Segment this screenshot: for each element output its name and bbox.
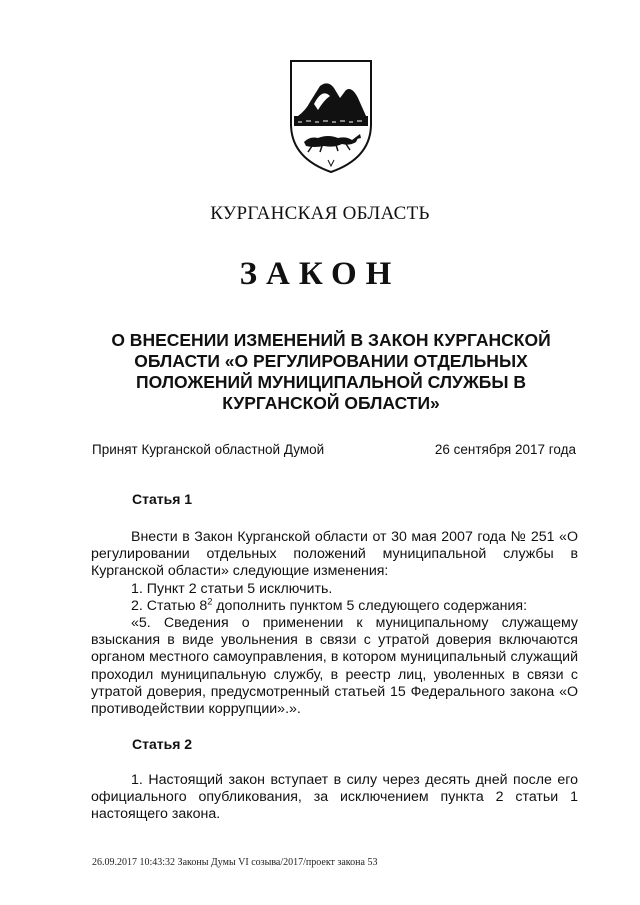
law-title-line: ОБЛАСТИ «О РЕГУЛИРОВАНИИ ОТДЕЛЬНЫХ bbox=[134, 351, 528, 371]
article-1-intro: Внести в Закон Курганской области от 30 мая 2007 года № 251 «О регулировании отдельных положений муниципальной службы в Курганской области» следующие изменения: bbox=[91, 529, 578, 580]
article-2-body bbox=[91, 772, 578, 824]
article-1-body bbox=[91, 529, 578, 718]
article-2-item-1: 1. Настоящий закон вступает в силу через десять дней после его официального опубликования, за исключением пункта 2 статьи 1 настоящего закона. bbox=[91, 772, 578, 823]
law-title bbox=[100, 330, 562, 414]
adoption-date: 26 сентября 2017 года bbox=[434, 442, 576, 457]
article-1-heading: Статья 1 bbox=[132, 491, 193, 507]
footer-stamp: 26.09.2017 10:43:32 Законы Думы VI созыва/2017/проект закона 53 bbox=[92, 857, 378, 868]
item-2-text: 2. Статью 8 bbox=[131, 597, 208, 614]
article-1-quote: «5. Сведения о применении к муниципальному служащему взыскания в виде увольнения в связи с утратой доверия включаются органом местного самоуправления, в котором муниципальный служащий проходил муниципальную службу, в реестр лиц, уволенных в связи с утратой доверия, предусмотренный статьей 15 Федерального закона «О противодействии коррупции».». bbox=[91, 615, 578, 718]
law-title-line: ПОЛОЖЕНИЙ МУНИЦИПАЛЬНОЙ СЛУЖБЫ В bbox=[136, 372, 526, 392]
item-2-superscript: 2 bbox=[207, 596, 213, 607]
article-2-heading: Статья 2 bbox=[132, 736, 193, 752]
item-2-text-rest: дополнить пунктом 5 следующего содержания: bbox=[212, 597, 528, 614]
document-type: ЗАКОН bbox=[239, 256, 401, 292]
law-title-line: КУРГАНСКОЙ ОБЛАСТИ» bbox=[222, 393, 440, 413]
coat-of-arms-emblem bbox=[288, 58, 374, 174]
adopted-by: Принят Курганской областной Думой bbox=[92, 442, 325, 457]
region-name: КУРГАНСКАЯ ОБЛАСТЬ bbox=[210, 203, 430, 224]
law-title-line: О ВНЕСЕНИИ ИЗМЕНЕНИЙ В ЗАКОН КУРГАНСКОЙ bbox=[111, 330, 551, 350]
article-1-item-1: 1. Пункт 2 статьи 5 исключить. bbox=[131, 580, 333, 597]
article-1-item-2 bbox=[91, 598, 578, 615]
